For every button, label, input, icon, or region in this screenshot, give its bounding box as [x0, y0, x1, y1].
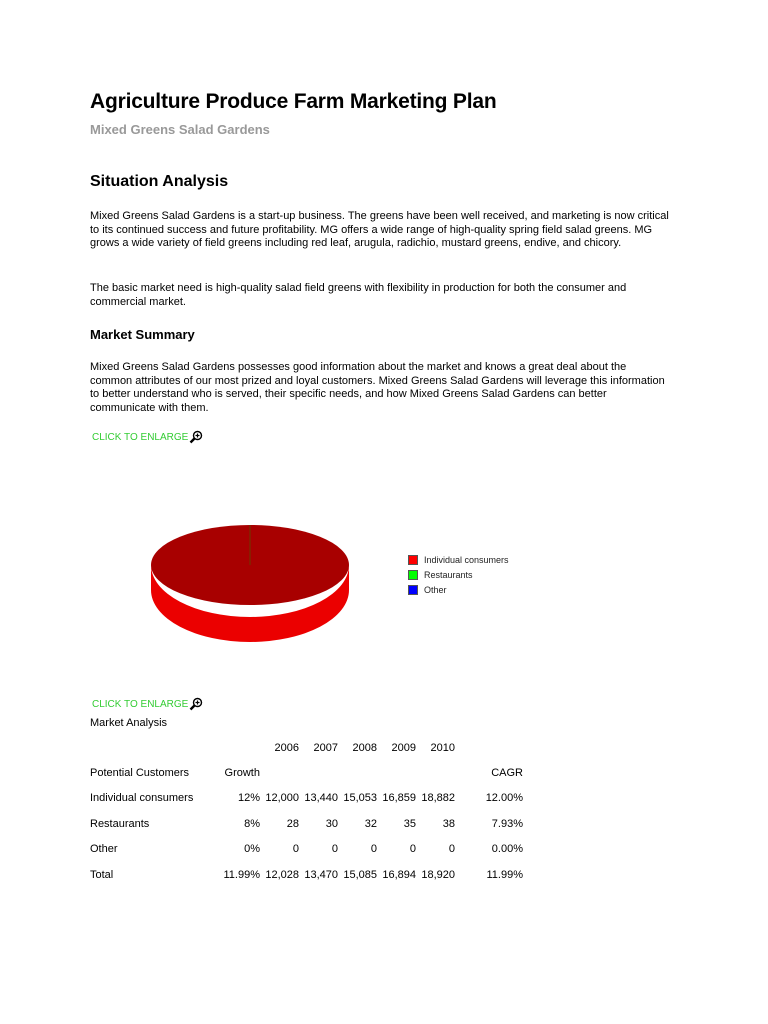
value-cell: 0	[448, 843, 455, 856]
growth-cell: 8%	[244, 817, 260, 830]
growth-cell: 12%	[237, 792, 260, 805]
legend-item-restaurants	[408, 567, 509, 582]
table-row	[86, 811, 525, 836]
value-cell: 12,000	[265, 792, 299, 805]
table-header-labels	[86, 760, 525, 785]
document-title: Agriculture Produce Farm Marketing Plan	[90, 90, 497, 113]
row-label: Total	[90, 868, 114, 881]
value-cell: 0	[331, 843, 338, 856]
click-to-enlarge-label: CLICK TO ENLARGE	[92, 698, 189, 710]
value-cell: 16,859	[382, 792, 416, 805]
growth-header: Growth	[224, 767, 260, 780]
legend-swatch	[408, 555, 418, 565]
value-cell: 28	[286, 817, 299, 830]
value-cell: 0	[292, 843, 299, 856]
click-to-enlarge-link-2[interactable]	[92, 697, 203, 711]
value-cell: 0	[370, 843, 377, 856]
situation-analysis-heading: Situation Analysis	[90, 173, 229, 190]
cagr-cell: 0.00%	[491, 843, 523, 856]
magnifier-plus-icon	[189, 430, 203, 444]
pie-legend	[408, 552, 509, 597]
value-cell: 12,028	[265, 868, 299, 881]
value-cell: 18,882	[421, 792, 455, 805]
value-cell: 15,053	[343, 792, 377, 805]
legend-label: Individual consumers	[424, 554, 509, 565]
situation-paragraph-1: Mixed Greens Salad Gardens is a start-up business. The greens have been well received, and marketing is now critical to its continued success and future profitability. MG offers a wide range of high-quality spring field salad greens. MG grows a wide variety of field greens including red leaf, arugula, radichio, mustard greens, endive, and chicory.	[90, 210, 669, 249]
value-cell: 16,894	[382, 868, 416, 881]
value-cell: 18,920	[421, 868, 455, 881]
year-header: 2006	[274, 741, 299, 754]
legend-item-other	[408, 582, 509, 597]
value-cell: 0	[409, 843, 416, 856]
market-summary-paragraph: Mixed Greens Salad Gardens possesses good information about the market and knows a great deal about the common attributes of our most prized and loyal customers. Mixed Greens Salad Gardens will leverage this information to better understand who is served, their specific needs, and how Mixed Greens Salad Gardens can better communicate with them.	[90, 361, 665, 414]
value-cell: 13,470	[304, 868, 338, 881]
market-summary-heading: Market Summary	[90, 327, 195, 342]
table-row	[86, 837, 525, 862]
table-row-total	[86, 862, 525, 887]
potential-customers-header: Potential Customers	[90, 767, 190, 780]
click-to-enlarge-label: CLICK TO ENLARGE	[92, 431, 189, 443]
cagr-header: CAGR	[491, 767, 523, 780]
legend-swatch	[408, 585, 418, 595]
cagr-cell: 7.93%	[491, 817, 523, 830]
value-cell: 15,085	[343, 868, 377, 881]
row-label: Individual consumers	[90, 792, 194, 805]
row-label: Other	[90, 843, 118, 856]
value-cell: 38	[442, 817, 455, 830]
cagr-cell: 12.00%	[485, 792, 523, 805]
magnifier-plus-icon	[189, 697, 203, 711]
year-header: 2009	[391, 741, 416, 754]
table-row	[86, 786, 525, 811]
row-label: Restaurants	[90, 817, 150, 830]
growth-cell: 0%	[244, 843, 260, 856]
table-header-years	[86, 735, 525, 760]
cagr-cell: 11.99%	[486, 868, 523, 881]
legend-item-individual-consumers	[408, 552, 509, 567]
value-cell: 35	[403, 817, 416, 830]
legend-label: Other	[424, 584, 447, 595]
click-to-enlarge-link-1[interactable]	[92, 430, 203, 444]
growth-cell: 11.99%	[223, 868, 260, 881]
market-analysis-table	[86, 735, 525, 887]
value-cell: 32	[364, 817, 377, 830]
legend-swatch	[408, 570, 418, 580]
value-cell: 13,440	[304, 792, 338, 805]
year-header: 2010	[430, 741, 455, 754]
market-analysis-caption: Market Analysis	[90, 717, 168, 729]
situation-paragraph-2: The basic market need is high-quality salad field greens with flexibility in production for both the consumer and commercial market.	[90, 282, 627, 308]
year-header: 2007	[313, 741, 338, 754]
legend-label: Restaurants	[424, 569, 473, 580]
value-cell: 30	[325, 817, 338, 830]
year-header: 2008	[352, 741, 377, 754]
document-subtitle: Mixed Greens Salad Gardens	[90, 122, 270, 137]
